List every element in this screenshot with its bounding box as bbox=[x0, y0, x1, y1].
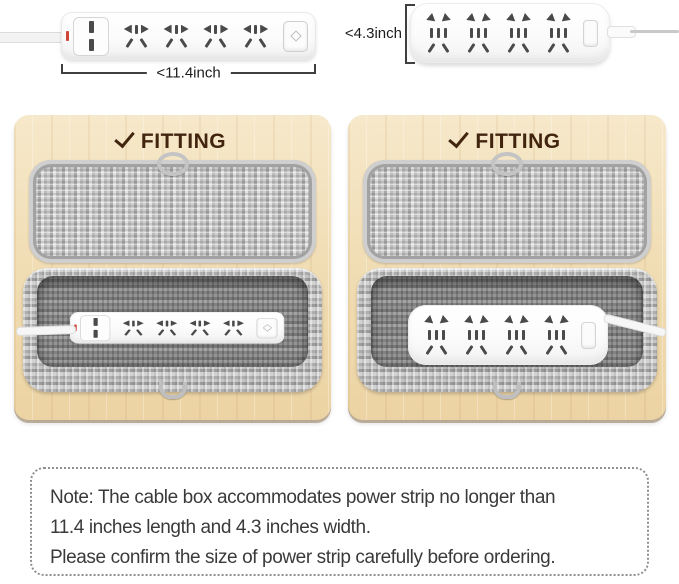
outlet-row bbox=[110, 312, 256, 344]
lid-hinge-loop bbox=[491, 152, 523, 176]
outlet bbox=[156, 320, 177, 335]
check-icon bbox=[449, 127, 470, 149]
length-dimension-label: <11.4inch bbox=[146, 65, 230, 82]
power-strip-in-basket bbox=[70, 312, 284, 344]
power-strip-top-view bbox=[410, 3, 610, 63]
usb-ports bbox=[73, 17, 109, 56]
fitting-label: FITTING bbox=[140, 130, 227, 153]
outlet bbox=[426, 14, 451, 53]
power-switch bbox=[283, 21, 308, 52]
usb-port-icon bbox=[89, 21, 94, 33]
fitting-panel-right bbox=[348, 115, 666, 420]
outlet bbox=[506, 14, 531, 53]
outlet bbox=[504, 316, 529, 355]
lid-hinge-loop bbox=[157, 152, 189, 176]
power-led bbox=[66, 31, 69, 41]
power-cord-left bbox=[0, 32, 65, 43]
fitting-heading bbox=[348, 128, 666, 154]
note-box bbox=[30, 467, 649, 576]
note-line: 11.4 inches length and 4.3 inches width. bbox=[50, 517, 371, 538]
outlet bbox=[466, 14, 491, 53]
basket-latch-loop bbox=[493, 382, 521, 399]
usb-ports bbox=[80, 315, 110, 341]
length-dimension bbox=[61, 62, 316, 84]
fitting-panel-left bbox=[14, 115, 331, 420]
check-icon bbox=[114, 127, 135, 149]
power-strip-in-basket bbox=[408, 305, 608, 365]
power-switch bbox=[581, 322, 596, 349]
usb-port-icon bbox=[89, 39, 94, 51]
basket-latch-loop bbox=[159, 382, 187, 399]
outlet bbox=[424, 316, 449, 355]
fitting-heading bbox=[14, 128, 331, 154]
outlet bbox=[546, 14, 571, 53]
width-dimension-label: <4.3inch bbox=[344, 25, 402, 42]
outlet bbox=[124, 25, 149, 48]
wicker-lid bbox=[29, 160, 316, 263]
power-switch bbox=[256, 318, 277, 338]
outlet bbox=[190, 320, 211, 335]
power-cord-right bbox=[630, 30, 679, 33]
outlet bbox=[164, 25, 189, 48]
wicker-lid bbox=[363, 160, 651, 263]
outlet bbox=[203, 25, 228, 48]
outlet bbox=[544, 316, 569, 355]
outlet bbox=[223, 320, 244, 335]
note-line: Note: The cable box accommodates power strip no longer than bbox=[50, 487, 556, 508]
outlet bbox=[464, 316, 489, 355]
outlet-columns bbox=[424, 316, 569, 355]
outlet bbox=[243, 25, 268, 48]
note-line: Please confirm the size of power strip carefully before ordering. bbox=[50, 547, 556, 568]
fitting-label: FITTING bbox=[475, 130, 561, 153]
outlet-row bbox=[109, 12, 283, 60]
power-strip-side-view bbox=[61, 12, 316, 60]
outlet-columns bbox=[426, 14, 571, 53]
power-switch bbox=[583, 20, 598, 47]
outlet bbox=[123, 320, 144, 335]
